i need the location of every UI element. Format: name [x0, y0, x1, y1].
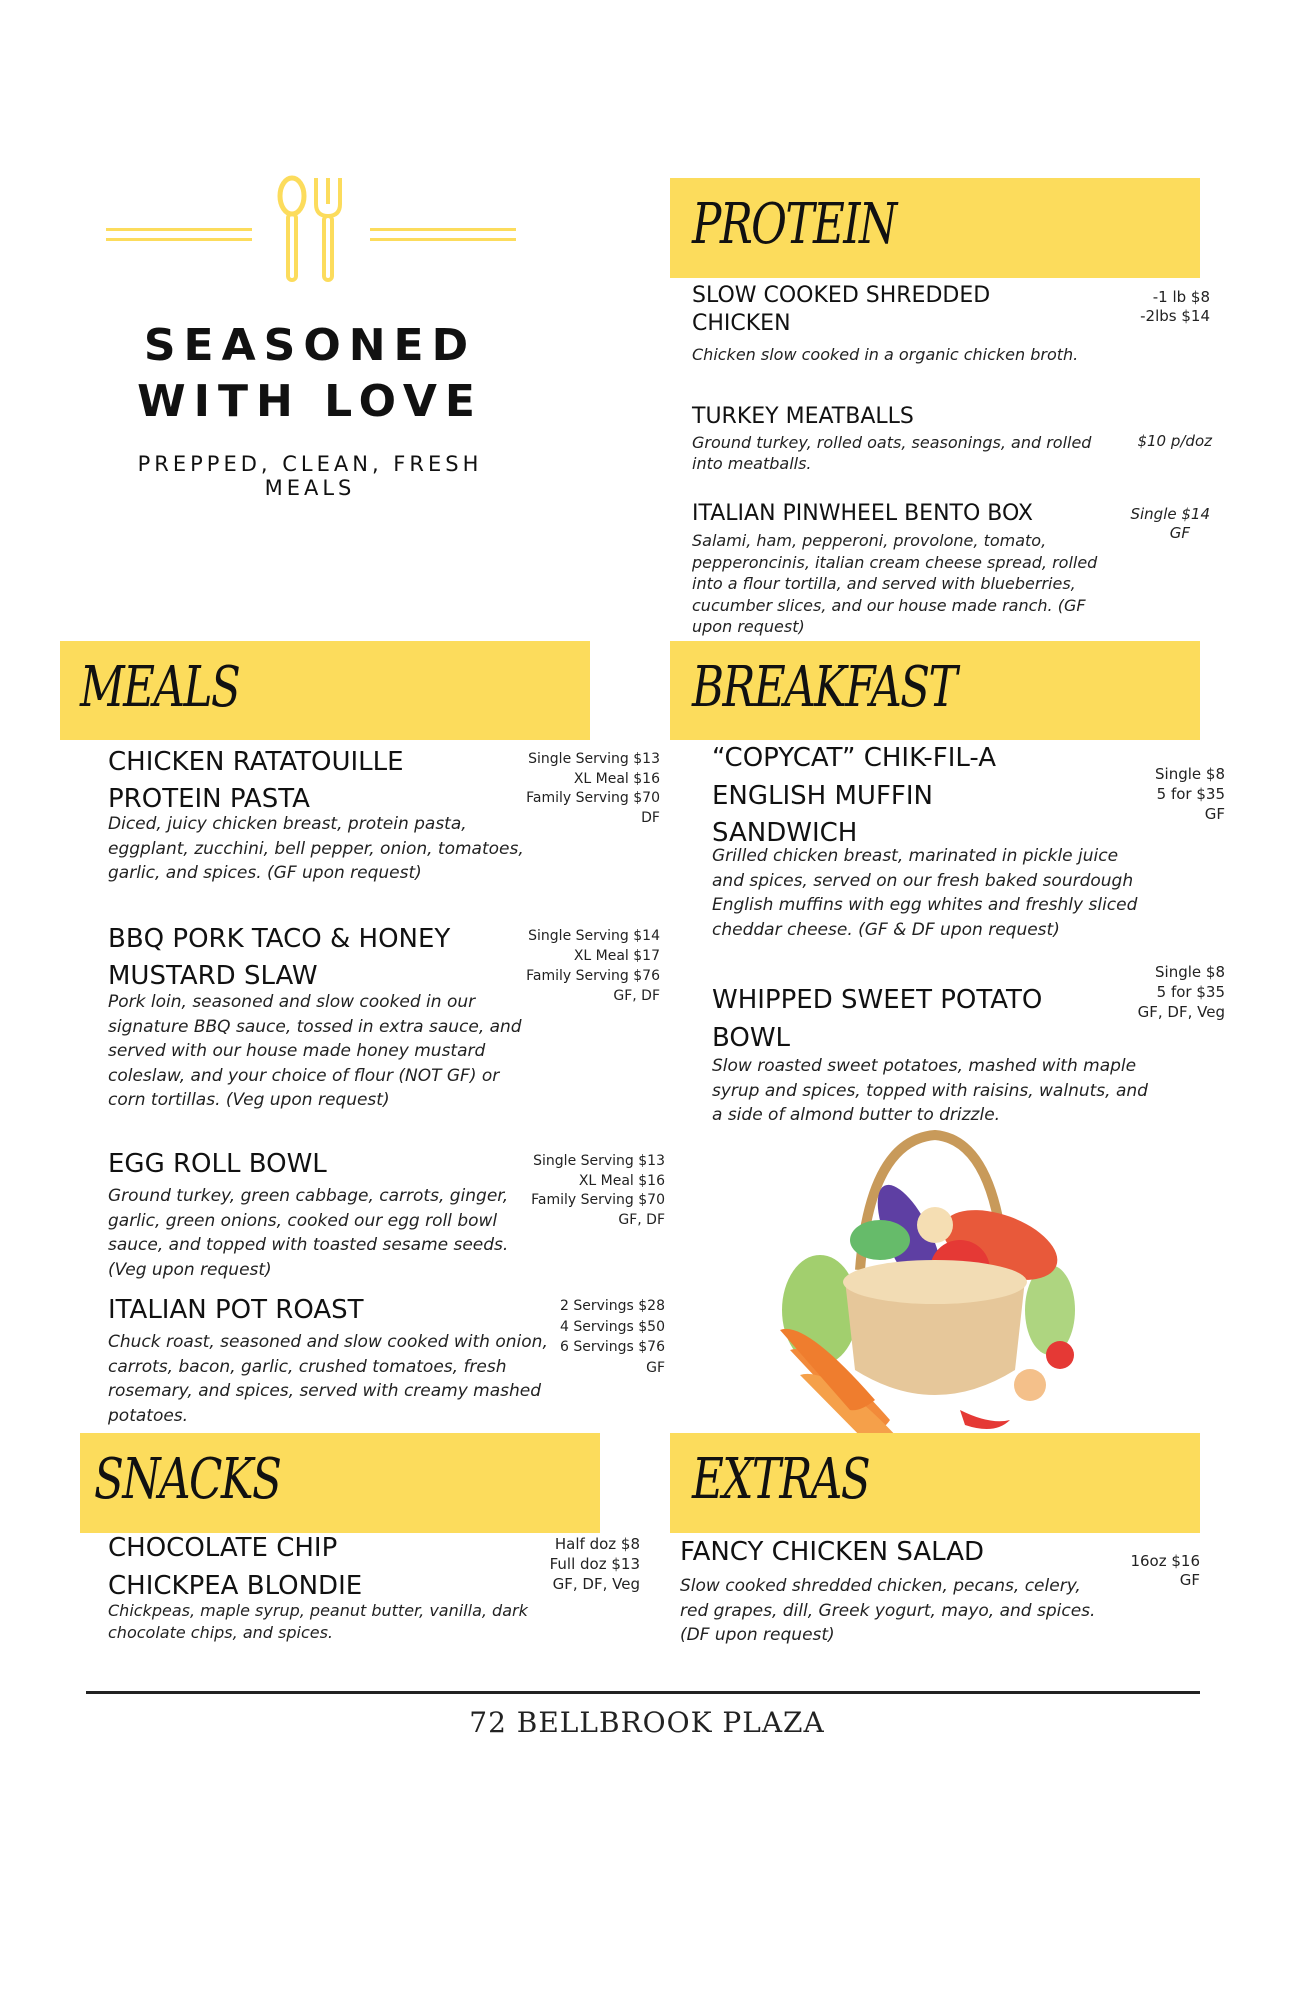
item-prices	[1100, 432, 1212, 451]
item-prices	[1100, 288, 1210, 326]
extras-title: EXTRAS	[692, 1447, 870, 1512]
protein-title: PROTEIN	[692, 192, 896, 257]
logo-line-left	[106, 228, 252, 231]
meals-section-header	[60, 641, 590, 740]
item-name: “COPYCAT” CHIK-FIL-A ENGLISH MUFFIN SANDWICH	[712, 743, 997, 848]
item-name: ITALIAN POT ROAST	[108, 1295, 364, 1325]
price-line: GF	[1179, 1571, 1200, 1589]
price-line: GF, DF	[613, 988, 660, 1004]
item-prices	[1100, 505, 1210, 543]
protein-section-header	[670, 178, 1200, 278]
price-line: 6 Servings $76	[559, 1339, 665, 1355]
item-name: CHICKEN RATATOUILLE PROTEIN PASTA	[108, 747, 404, 814]
footer-divider	[86, 1691, 1200, 1694]
brand-tagline: PREPPED, CLEAN, FRESH MEALS	[137, 452, 483, 500]
price-line: GF, DF, Veg	[552, 1575, 640, 1593]
item-description: Pork loin, seasoned and slow cooked in our signature BBQ sauce, tossed in extra sauce, and served with our house made honey mustard coleslaw, and your choice of flour (NOT GF) or corn tortillas. (Veg upon request)	[108, 992, 522, 1110]
item-name: EGG ROLL BOWL	[108, 1149, 327, 1179]
item-description: Chicken slow cooked in a organic chicken broth.	[692, 345, 1079, 364]
footer-address: 72 BELLBROOK PLAZA	[469, 1706, 825, 1739]
price-line: Single Serving $13	[533, 1153, 665, 1169]
item-name: BBQ PORK TACO & HONEY MUSTARD SLAW	[108, 924, 451, 991]
price-line: Family Serving $70	[526, 790, 660, 806]
price-line: XL Meal $16	[578, 1172, 665, 1189]
item-name: SLOW COOKED SHREDDED CHICKEN	[692, 283, 991, 337]
price-line: Family Serving $70	[531, 1192, 665, 1208]
price-line: XL Meal $17	[573, 948, 660, 964]
price-line: 5 for $35	[1156, 983, 1225, 1001]
price-line: GF	[646, 1359, 665, 1376]
item-prices	[500, 750, 660, 828]
item-prices	[505, 1296, 665, 1378]
price-line: GF, DF, Veg	[1137, 1003, 1225, 1021]
snacks-section-header	[80, 1433, 600, 1533]
extras-section-header	[670, 1433, 1200, 1533]
item-prices	[1080, 962, 1225, 1022]
item-description: Salami, ham, pepperoni, provolone, tomato, pepperoncinis, italian cream cheese spread, rolled into a flour tortilla, and served with blueberries, cucumber slices, and our house made ranch. (GF upon request)	[692, 531, 1098, 636]
snacks-title: SNACKS	[94, 1447, 281, 1512]
item-prices	[1100, 1552, 1200, 1590]
price-line: -1 lb $8	[1152, 288, 1210, 306]
item-description: Grilled chicken breast, marinated in pickle juice and spices, served on our fresh baked sourdough English muffins with egg whites and freshly sliced cheddar cheese. (GF & DF upon request)	[712, 846, 1138, 940]
price-line: 4 Servings $50	[559, 1318, 665, 1335]
price-line: 5 for $35	[1156, 785, 1225, 803]
price-line: Half doz $8	[554, 1535, 640, 1553]
logo-line-right	[370, 228, 516, 231]
item-name: FANCY CHICKEN SALAD	[680, 1537, 985, 1567]
price-line: Family Serving $76	[526, 968, 660, 984]
price-line: -2lbs $14	[1140, 307, 1210, 325]
item-description: Chickpeas, maple syrup, peanut butter, vanilla, dark chocolate chips, and spices.	[108, 1601, 528, 1642]
price-line: Single $8	[1155, 963, 1225, 981]
item-description: Ground turkey, rolled oats, seasonings, and rolled into meatballs.	[692, 433, 1092, 473]
item-description: Ground turkey, green cabbage, carrots, ginger, garlic, green onions, cooked our egg roll bowl sauce, and topped with toasted sesame seeds. (Veg upon request)	[108, 1186, 509, 1280]
price-line: GF	[1204, 805, 1225, 823]
item-description: Slow cooked shredded chicken, pecans, celery, red grapes, dill, Greek yogurt, mayo, and spices. (DF upon request)	[680, 1576, 1096, 1645]
price-line: Full doz $13	[549, 1555, 640, 1573]
item-name: CHOCOLATE CHIP CHICKPEA BLONDIE	[108, 1533, 363, 1601]
spoon-fork-icon	[270, 174, 350, 284]
item-name: WHIPPED SWEET POTATO BOWL	[712, 985, 1043, 1053]
logo-line-left-2	[106, 238, 252, 241]
price-line: GF	[1169, 524, 1190, 542]
item-prices	[500, 1534, 640, 1594]
price-line: Single Serving $14	[528, 928, 660, 944]
price-line: DF	[641, 809, 660, 826]
breakfast-section-header	[670, 641, 1200, 740]
price-line: Single $14	[1130, 505, 1210, 523]
item-prices	[500, 926, 660, 1006]
price-line: XL Meal $16	[573, 770, 660, 787]
meals-title: MEALS	[80, 655, 240, 720]
item-name: TURKEY MEATBALLS	[692, 404, 914, 429]
price-line: 16oz $16	[1130, 1552, 1200, 1570]
item-prices	[505, 1152, 665, 1230]
breakfast-title: BREAKFAST	[692, 655, 957, 720]
price-line: GF, DF	[618, 1211, 665, 1228]
price-line: $10 p/doz	[1137, 432, 1212, 450]
price-line: Single $8	[1155, 765, 1225, 783]
item-prices	[1080, 764, 1225, 824]
price-line: 2 Servings $28	[559, 1298, 665, 1314]
price-line: Single Serving $13	[528, 751, 660, 767]
item-description: Diced, juicy chicken breast, protein pasta, eggplant, zucchini, bell pepper, onion, tomatoes, garlic, and spices. (GF upon request)	[108, 814, 524, 883]
brand-title: SEASONED WITH LOVE	[137, 320, 483, 427]
logo-line-right-2	[370, 238, 516, 241]
item-name: ITALIAN PINWHEEL BENTO BOX	[692, 501, 1033, 526]
item-description: Chuck roast, seasoned and slow cooked with onion, carrots, bacon, garlic, crushed tomatoes, fresh rosemary, and spices, served with creamy mashed potatoes.	[108, 1332, 548, 1426]
vegetable-basket-icon	[760, 1120, 1090, 1460]
item-description: Slow roasted sweet potatoes, mashed with maple syrup and spices, topped with raisins, walnuts, and a side of almond butter to drizzle.	[712, 1056, 1148, 1125]
